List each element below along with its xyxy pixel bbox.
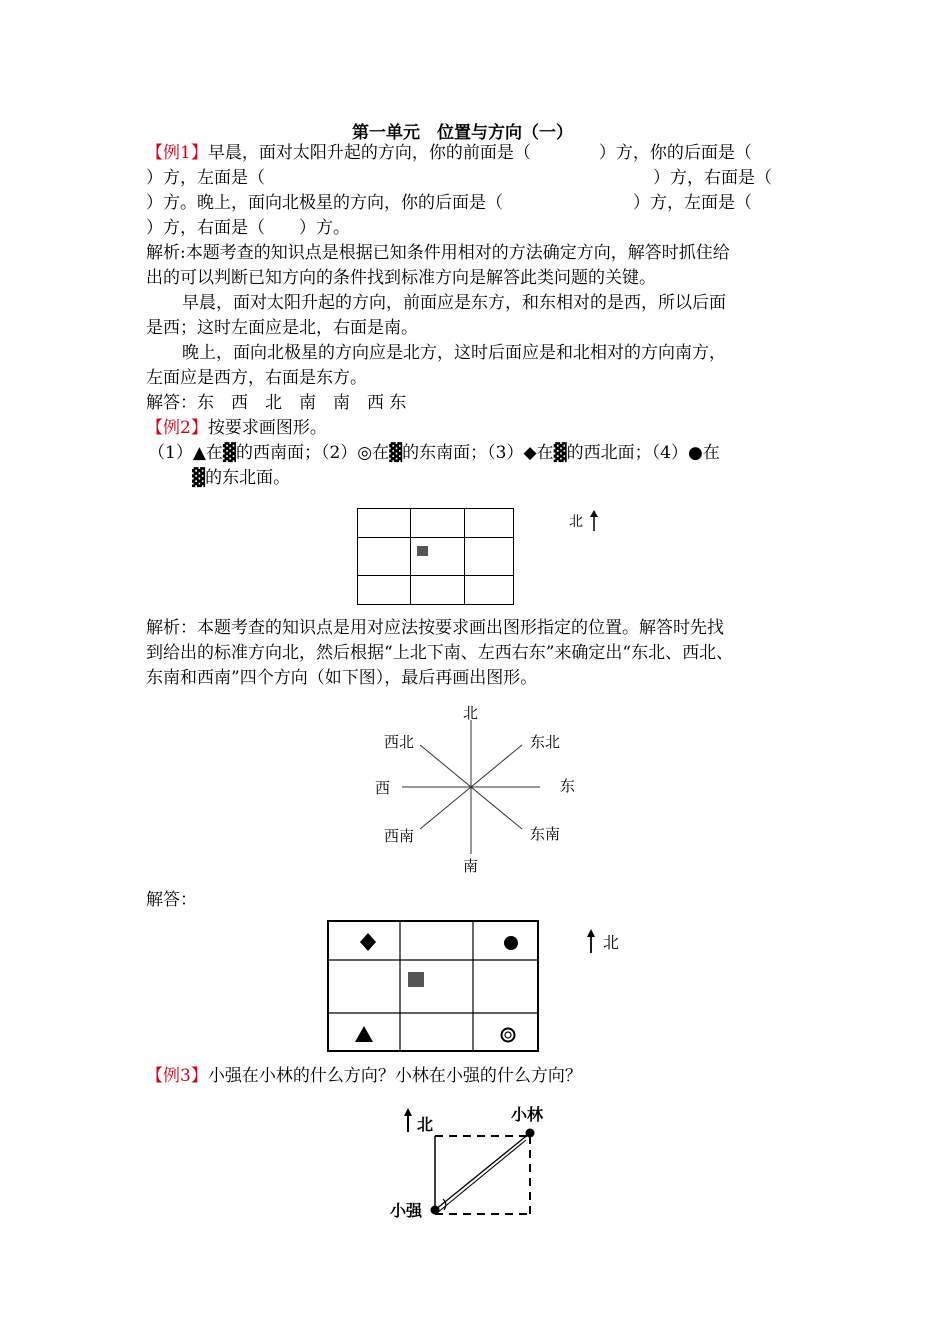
compass-east: 东 [560,777,576,795]
ex2-analysis-1: 解析：本题考查的知识点是用对应法按要求画出图形指定的位置。解答时先找 [146,618,724,638]
compass-north: 北 [463,704,479,722]
ex3-heading: 【例3】小强在小林的什么方向？小林在小强的什么方向？ [146,1066,582,1086]
ex3-tag: 【例3】 [146,1066,208,1086]
ex1-analysis-1: 解析:本题考查的知识点是根据已知条件用相对的方法确定方向，解答时抓住给 [146,243,730,263]
ex2-answer-grid [325,915,645,1060]
ex1-answer: 解答：东 西 北 南 南 西 东 [146,393,407,413]
ex1-paragraph-1a: 早晨，面对太阳升起的方向，前面应是东方，和东相对的是西，所以后面 [182,293,726,313]
ex3-diagram [385,1098,555,1226]
ex2-requirements-1: （1）▲在▓的西南面；（2）◎在▓的东南面；（3）◆在▓的西北面；（4）●在 [148,443,720,463]
north-label: 北 [417,1115,434,1134]
xiaolin-point [526,1129,535,1138]
filled-circle-icon [504,936,518,950]
ex2-analysis-2: 到给出的标准方向北，然后根据“上北下南、左西右东”来确定出“东北、西北、 [146,643,734,663]
ex1-paragraph-2a: 晚上，面向北极星的方向应是北方，这时后面应是和北相对的方向南方， [182,343,726,363]
ex2-analysis-3: 东南和西南”四个方向（如下图），最后再画出图形。 [146,668,538,688]
double-circle-icon [502,1029,515,1042]
shaded-square-icon [417,546,428,556]
ex2-tag: 【例2】 [146,418,208,438]
ex1-paragraph-2b: 左面应是西方，右面是东方。 [146,368,367,388]
xiaoqiang-point [431,1206,440,1215]
ex1-line-4: ）方，右面是（ ）方。 [146,218,350,238]
shaded-square-icon [408,972,424,987]
page-title: 第一单元 位置与方向（一） [352,123,573,143]
ex1-line-3: ）方。晚上，面向北极星的方向，你的后面是（ ）方，左面是（ [146,193,752,213]
compass-northwest: 西北 [384,733,415,751]
ex1-tag: 【例1】 [146,143,208,163]
compass-southwest: 西南 [384,827,415,845]
north-label: 北 [603,933,620,952]
compass-south: 南 [463,857,479,875]
xiaolin-label: 小林 [511,1105,544,1124]
ex1-line-2: ）方，左面是（ ）方，右面是（ [146,168,772,188]
compass-west: 西 [375,779,391,797]
compass-diagram [370,700,590,880]
ex2-heading: 【例2】按要求画图形。 [146,418,327,438]
compass-northeast: 东北 [530,733,561,751]
ex1-line-1: 【例1】早晨，面对太阳升起的方向，你的前面是（ ）方，你的后面是（ [146,143,752,163]
triangle-icon [355,1026,373,1042]
xiaoqiang-label: 小强 [390,1201,423,1220]
ex2-grid-diagram [350,500,610,610]
compass-southeast: 东南 [530,825,561,843]
ex2-answer-label: 解答： [146,890,197,910]
ex1-analysis-2: 出的可以判断已知方向的条件找到标准方向是解答此类问题的关键。 [146,268,656,288]
ex2-requirements-2: ▓的东北面。 [192,468,291,488]
ex1-paragraph-1b: 是西；这时左面应是北，右面是南。 [146,318,418,338]
diamond-icon [360,933,376,951]
north-label: 北 [569,514,583,530]
